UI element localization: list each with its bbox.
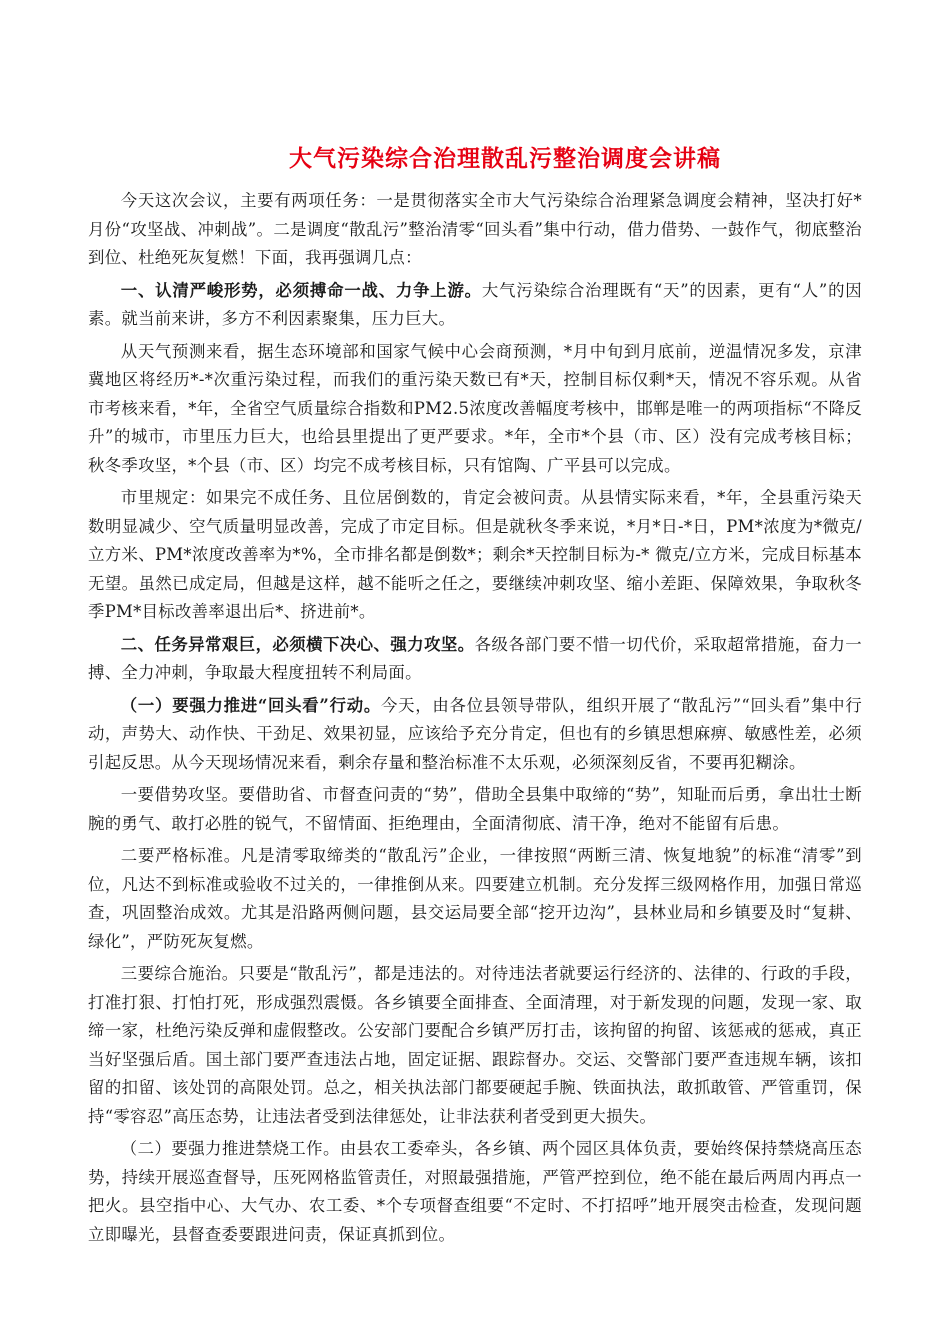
paragraph [88,484,862,627]
paragraph-text: 今天这次会议，主要有两项任务：一是贯彻落实全市大气污染综合治理紧急调度会精神，坚决打好*月份“攻坚战、冲刺战”。二是调度“散乱污”整治清零“回头看”集中行动，借力借势、一鼓作气，彻底整治到位、杜绝死灰复燃！下面，我再强调几点： [88,191,862,267]
paragraph-text: 三要综合施治。只要是“散乱污”，都是违法的。对待违法者就要运行经济的、法律的、行政的手段，打准打狠、打怕打死，形成强烈震慑。各乡镇要全面排查、全面清理，对于新发现的问题，发现一家、取缔一家，杜绝污染反弹和虚假整改。公安部门要配合乡镇严厉打击，该拘留的拘留、该惩戒的惩戒，真正当好坚强后盾。国土部门要严查违法占地，固定证据、跟踪督办。交运、交警部门要严查违规车辆，该扣留的扣留、该处罚的高限处罚。总之，相关执法部门都要硬起手腕、铁面执法，敢抓敢管、严管重罚，保持“零容忍”高压态势，让违法者受到法律惩处，让非法获利者受到更大损失。 [88,964,862,1126]
paragraph [88,277,862,334]
paragraph-text: 从天气预测来看，据生态环境部和国家气候中心会商预测，*月中旬到月底前，逆温情况多发，京津冀地区将经历*-*次重污染过程，而我们的重污染天数已有*天，控制目标仅剩*天，情况不容乐观。从省市考核来看，*年，全省空气质量综合指数和PM2.5浓度改善幅度考核中，邯郸是唯一的两项指标“不降反升”的城市，市里压力巨大，也给县里提出了更严要求。*年，全市*个县（市、区）没有完成考核目标；秋冬季攻坚，*个县（市、区）均完不成考核目标，只有馆陶、广平县可以完成。 [88,341,862,475]
paragraph [88,781,862,838]
paragraph-text: （二）要强力推进禁烧工作。由县农工委牵头，各乡镇、两个园区具体负责，要始终保持禁烧高压态势，持续开展巡查督导，压死网格监管责任，对照最强措施，严管严控到位，绝不能在最后两周内再点一把火。县空指中心、大气办、农工委、*个专项督查组要“不定时、不打招呼”地开展突击检查，发现问题立即曝光，县督查委要跟进问责，保证真抓到位。 [88,1139,862,1244]
paragraph-text: 大气污染综合治理既有“天”的因素，更有“人”的因素。就当前来讲，多方不利因素聚集，压力巨大。 [88,280,862,328]
paragraph [88,960,862,1131]
document-title: 大气污染综合治理散乱污整治调度会讲稿 [289,145,721,172]
paragraph [88,842,862,956]
paragraph-text: 二要严格标准。凡是清零取缔类的“散乱污”企业，一律按照“两断三清、恢复地貌”的标准“清零”到位，凡达不到标准或验收不过关的，一律推倒从来。四要建立机制。充分发挥三级网格作用，加强日常巡查，巩固整治成效。尤其是沿路两侧问题，县交运局要全部“挖开边沟”，县林业局和乡镇要及时“复耕、绿化”，严防死灰复燃。 [88,846,862,951]
section-heading: 一、认清严峻形势，必须搏命一战、力争上游。 [120,280,482,300]
paragraph-text: 一要借势攻坚。要借助省、市督查问责的“势”，借助全县集中取缔的“势”，知耻而后勇，拿出壮士断腕的勇气、敢打必胜的锐气，不留情面、拒绝理由，全面清彻底、清干净，绝对不能留有后患。 [88,785,862,833]
paragraph-text: 各级各部门要不惜一切代价，采取超常措施，奋力一搏、全力冲刺，争取最大程度扭转不利局面。 [88,634,862,682]
section-heading: （一）要强力推进“回头看”行动。 [120,695,381,715]
section-heading: 二、任务异常艰巨，必须横下决心、强力攻坚。 [120,634,475,654]
paragraph [88,338,862,481]
paragraph [88,692,862,778]
paragraph [88,1135,862,1249]
document-body [88,187,862,1249]
paragraph-text: 今天，由各位县领导带队，组织开展了“散乱污”“回头看”集中行动，声势大、动作快、干劲足、效果初显，应该给予充分肯定，但也有的乡镇思想麻痹、敏感性差，必须引起反思。从今天现场情况来看，剩余存量和整治标准不太乐观，必须深刻反省，不要再犯糊涂。 [88,695,863,772]
paragraph [88,631,862,688]
paragraph-text: 市里规定：如果完不成任务、且位居倒数的，肯定会被问责。从县情实际来看，*年，全县重污染天数明显减少、空气质量明显改善，完成了市定目标。但是就秋冬季来说，*月*日-*日，PM*浓度为*微克/立方米、PM*浓度改善率为*%，全市排名都是倒数*；剩余*天控制目标为-* 微克/立方米，完成目标基本无望。虽然已成定局，但越是这样，越不能听之任之，要继续冲刺攻坚、缩小差距、保障效果，争取秋冬季PM*目标改善率退出后*、挤进前*。 [88,488,862,621]
paragraph [88,187,862,273]
